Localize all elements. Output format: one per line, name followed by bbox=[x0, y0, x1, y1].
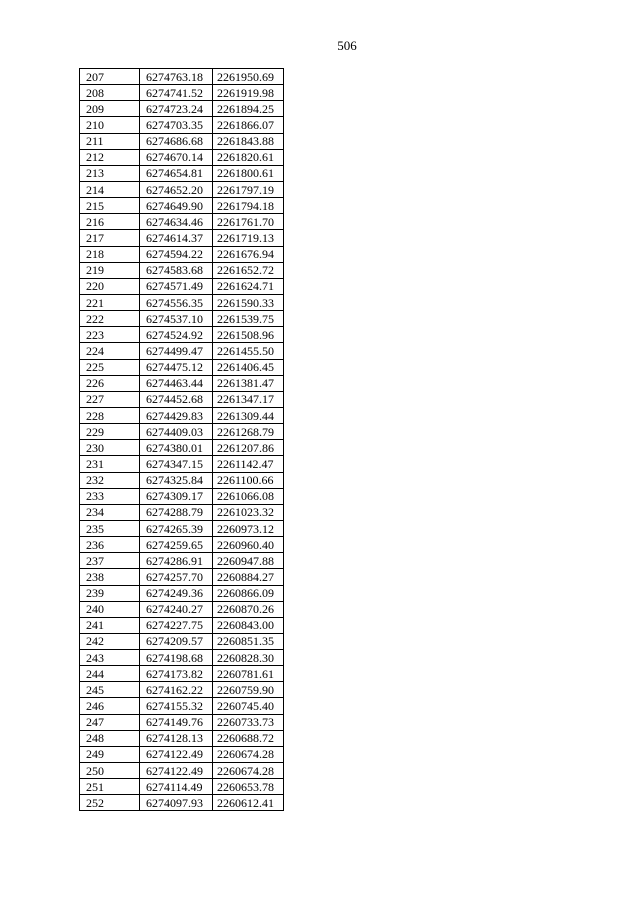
point-number-cell: 225 bbox=[80, 359, 140, 375]
table-row bbox=[80, 246, 284, 262]
y-coordinate-cell: 2261590.33 bbox=[213, 294, 284, 310]
x-coordinate-cell: 6274763.18 bbox=[140, 69, 213, 85]
point-number-cell: 236 bbox=[80, 537, 140, 553]
x-coordinate-cell: 6274240.27 bbox=[140, 601, 213, 617]
y-coordinate-cell: 2260851.35 bbox=[213, 633, 284, 649]
x-coordinate-cell: 6274654.81 bbox=[140, 165, 213, 181]
table-row bbox=[80, 601, 284, 617]
table-row bbox=[80, 537, 284, 553]
table-row bbox=[80, 795, 284, 811]
y-coordinate-cell: 2261023.32 bbox=[213, 504, 284, 520]
table-row bbox=[80, 294, 284, 310]
table-row bbox=[80, 779, 284, 795]
x-coordinate-cell: 6274265.39 bbox=[140, 520, 213, 536]
table-row bbox=[80, 133, 284, 149]
x-coordinate-cell: 6274537.10 bbox=[140, 311, 213, 327]
point-number-cell: 243 bbox=[80, 650, 140, 666]
y-coordinate-cell: 2261381.47 bbox=[213, 375, 284, 391]
point-number-cell: 215 bbox=[80, 198, 140, 214]
x-coordinate-cell: 6274173.82 bbox=[140, 666, 213, 682]
point-number-cell: 211 bbox=[80, 133, 140, 149]
x-coordinate-cell: 6274162.22 bbox=[140, 682, 213, 698]
point-number-cell: 224 bbox=[80, 343, 140, 359]
x-coordinate-cell: 6274741.52 bbox=[140, 85, 213, 101]
table-row bbox=[80, 472, 284, 488]
y-coordinate-cell: 2260759.90 bbox=[213, 682, 284, 698]
point-number-cell: 212 bbox=[80, 149, 140, 165]
point-number-cell: 220 bbox=[80, 278, 140, 294]
point-number-cell: 223 bbox=[80, 327, 140, 343]
coordinates-table-body bbox=[80, 69, 284, 811]
y-coordinate-cell: 2261207.86 bbox=[213, 440, 284, 456]
point-number-cell: 234 bbox=[80, 504, 140, 520]
x-coordinate-cell: 6274524.92 bbox=[140, 327, 213, 343]
point-number-cell: 228 bbox=[80, 407, 140, 423]
point-number-cell: 246 bbox=[80, 698, 140, 714]
x-coordinate-cell: 6274556.35 bbox=[140, 294, 213, 310]
y-coordinate-cell: 2261624.71 bbox=[213, 278, 284, 294]
x-coordinate-cell: 6274429.83 bbox=[140, 407, 213, 423]
y-coordinate-cell: 2261406.45 bbox=[213, 359, 284, 375]
table-row bbox=[80, 714, 284, 730]
x-coordinate-cell: 6274380.01 bbox=[140, 440, 213, 456]
point-number-cell: 241 bbox=[80, 617, 140, 633]
point-number-cell: 248 bbox=[80, 730, 140, 746]
point-number-cell: 230 bbox=[80, 440, 140, 456]
point-number-cell: 249 bbox=[80, 746, 140, 762]
coordinates-table bbox=[79, 68, 284, 811]
x-coordinate-cell: 6274227.75 bbox=[140, 617, 213, 633]
x-coordinate-cell: 6274594.22 bbox=[140, 246, 213, 262]
point-number-cell: 235 bbox=[80, 520, 140, 536]
y-coordinate-cell: 2260653.78 bbox=[213, 779, 284, 795]
x-coordinate-cell: 6274128.13 bbox=[140, 730, 213, 746]
x-coordinate-cell: 6274347.15 bbox=[140, 456, 213, 472]
point-number-cell: 233 bbox=[80, 488, 140, 504]
table-row bbox=[80, 262, 284, 278]
table-row bbox=[80, 440, 284, 456]
point-number-cell: 242 bbox=[80, 633, 140, 649]
y-coordinate-cell: 2261268.79 bbox=[213, 424, 284, 440]
point-number-cell: 251 bbox=[80, 779, 140, 795]
table-row bbox=[80, 666, 284, 682]
x-coordinate-cell: 6274198.68 bbox=[140, 650, 213, 666]
table-row bbox=[80, 650, 284, 666]
point-number-cell: 208 bbox=[80, 85, 140, 101]
table-row bbox=[80, 504, 284, 520]
point-number-cell: 244 bbox=[80, 666, 140, 682]
y-coordinate-cell: 2261800.61 bbox=[213, 165, 284, 181]
y-coordinate-cell: 2261919.98 bbox=[213, 85, 284, 101]
point-number-cell: 221 bbox=[80, 294, 140, 310]
y-coordinate-cell: 2261797.19 bbox=[213, 181, 284, 197]
table-row bbox=[80, 101, 284, 117]
table-row bbox=[80, 682, 284, 698]
y-coordinate-cell: 2261866.07 bbox=[213, 117, 284, 133]
point-number-cell: 247 bbox=[80, 714, 140, 730]
y-coordinate-cell: 2261100.66 bbox=[213, 472, 284, 488]
table-row bbox=[80, 698, 284, 714]
point-number-cell: 219 bbox=[80, 262, 140, 278]
x-coordinate-cell: 6274249.36 bbox=[140, 585, 213, 601]
table-row bbox=[80, 311, 284, 327]
x-coordinate-cell: 6274097.93 bbox=[140, 795, 213, 811]
x-coordinate-cell: 6274122.49 bbox=[140, 763, 213, 779]
page-number: 506 bbox=[337, 38, 357, 53]
point-number-cell: 250 bbox=[80, 763, 140, 779]
table-row bbox=[80, 165, 284, 181]
y-coordinate-cell: 2261843.88 bbox=[213, 133, 284, 149]
x-coordinate-cell: 6274703.35 bbox=[140, 117, 213, 133]
table-row bbox=[80, 585, 284, 601]
table-row bbox=[80, 375, 284, 391]
table-row bbox=[80, 117, 284, 133]
point-number-cell: 217 bbox=[80, 230, 140, 246]
table-row bbox=[80, 85, 284, 101]
point-number-cell: 227 bbox=[80, 391, 140, 407]
table-row bbox=[80, 633, 284, 649]
point-number-cell: 232 bbox=[80, 472, 140, 488]
table-row bbox=[80, 343, 284, 359]
point-number-cell: 209 bbox=[80, 101, 140, 117]
x-coordinate-cell: 6274309.17 bbox=[140, 488, 213, 504]
table-row bbox=[80, 763, 284, 779]
x-coordinate-cell: 6274475.12 bbox=[140, 359, 213, 375]
table-row bbox=[80, 424, 284, 440]
y-coordinate-cell: 2261455.50 bbox=[213, 343, 284, 359]
point-number-cell: 207 bbox=[80, 69, 140, 85]
y-coordinate-cell: 2261347.17 bbox=[213, 391, 284, 407]
table-row bbox=[80, 730, 284, 746]
y-coordinate-cell: 2260674.28 bbox=[213, 763, 284, 779]
table-row bbox=[80, 746, 284, 762]
x-coordinate-cell: 6274583.68 bbox=[140, 262, 213, 278]
x-coordinate-cell: 6274149.76 bbox=[140, 714, 213, 730]
y-coordinate-cell: 2260745.40 bbox=[213, 698, 284, 714]
point-number-cell: 216 bbox=[80, 214, 140, 230]
y-coordinate-cell: 2260828.30 bbox=[213, 650, 284, 666]
x-coordinate-cell: 6274614.37 bbox=[140, 230, 213, 246]
x-coordinate-cell: 6274686.68 bbox=[140, 133, 213, 149]
point-number-cell: 245 bbox=[80, 682, 140, 698]
x-coordinate-cell: 6274286.91 bbox=[140, 553, 213, 569]
y-coordinate-cell: 2261950.69 bbox=[213, 69, 284, 85]
y-coordinate-cell: 2261719.13 bbox=[213, 230, 284, 246]
table-row bbox=[80, 69, 284, 85]
y-coordinate-cell: 2260733.73 bbox=[213, 714, 284, 730]
x-coordinate-cell: 6274209.57 bbox=[140, 633, 213, 649]
y-coordinate-cell: 2261066.08 bbox=[213, 488, 284, 504]
x-coordinate-cell: 6274409.03 bbox=[140, 424, 213, 440]
table-row bbox=[80, 456, 284, 472]
point-number-cell: 229 bbox=[80, 424, 140, 440]
table-row bbox=[80, 327, 284, 343]
y-coordinate-cell: 2260781.61 bbox=[213, 666, 284, 682]
x-coordinate-cell: 6274634.46 bbox=[140, 214, 213, 230]
y-coordinate-cell: 2261652.72 bbox=[213, 262, 284, 278]
x-coordinate-cell: 6274114.49 bbox=[140, 779, 213, 795]
point-number-cell: 238 bbox=[80, 569, 140, 585]
x-coordinate-cell: 6274723.24 bbox=[140, 101, 213, 117]
table-row bbox=[80, 391, 284, 407]
table-row bbox=[80, 359, 284, 375]
y-coordinate-cell: 2261761.70 bbox=[213, 214, 284, 230]
point-number-cell: 222 bbox=[80, 311, 140, 327]
y-coordinate-cell: 2260688.72 bbox=[213, 730, 284, 746]
y-coordinate-cell: 2261508.96 bbox=[213, 327, 284, 343]
table-row bbox=[80, 520, 284, 536]
x-coordinate-cell: 6274155.32 bbox=[140, 698, 213, 714]
table-row bbox=[80, 553, 284, 569]
x-coordinate-cell: 6274463.44 bbox=[140, 375, 213, 391]
table-row bbox=[80, 230, 284, 246]
table-row bbox=[80, 488, 284, 504]
y-coordinate-cell: 2261894.25 bbox=[213, 101, 284, 117]
y-coordinate-cell: 2261142.47 bbox=[213, 456, 284, 472]
x-coordinate-cell: 6274288.79 bbox=[140, 504, 213, 520]
y-coordinate-cell: 2260960.40 bbox=[213, 537, 284, 553]
point-number-cell: 231 bbox=[80, 456, 140, 472]
x-coordinate-cell: 6274122.49 bbox=[140, 746, 213, 762]
point-number-cell: 237 bbox=[80, 553, 140, 569]
y-coordinate-cell: 2261794.18 bbox=[213, 198, 284, 214]
y-coordinate-cell: 2261676.94 bbox=[213, 246, 284, 262]
y-coordinate-cell: 2260612.41 bbox=[213, 795, 284, 811]
table-row bbox=[80, 181, 284, 197]
x-coordinate-cell: 6274325.84 bbox=[140, 472, 213, 488]
y-coordinate-cell: 2261539.75 bbox=[213, 311, 284, 327]
table-row bbox=[80, 214, 284, 230]
y-coordinate-cell: 2261820.61 bbox=[213, 149, 284, 165]
table-row bbox=[80, 407, 284, 423]
point-number-cell: 214 bbox=[80, 181, 140, 197]
y-coordinate-cell: 2260843.00 bbox=[213, 617, 284, 633]
point-number-cell: 226 bbox=[80, 375, 140, 391]
y-coordinate-cell: 2260884.27 bbox=[213, 569, 284, 585]
x-coordinate-cell: 6274257.70 bbox=[140, 569, 213, 585]
x-coordinate-cell: 6274652.20 bbox=[140, 181, 213, 197]
x-coordinate-cell: 6274649.90 bbox=[140, 198, 213, 214]
x-coordinate-cell: 6274499.47 bbox=[140, 343, 213, 359]
y-coordinate-cell: 2260947.88 bbox=[213, 553, 284, 569]
table-row bbox=[80, 278, 284, 294]
table-row bbox=[80, 569, 284, 585]
x-coordinate-cell: 6274259.65 bbox=[140, 537, 213, 553]
y-coordinate-cell: 2260866.09 bbox=[213, 585, 284, 601]
y-coordinate-cell: 2261309.44 bbox=[213, 407, 284, 423]
point-number-cell: 240 bbox=[80, 601, 140, 617]
point-number-cell: 252 bbox=[80, 795, 140, 811]
y-coordinate-cell: 2260973.12 bbox=[213, 520, 284, 536]
x-coordinate-cell: 6274571.49 bbox=[140, 278, 213, 294]
point-number-cell: 218 bbox=[80, 246, 140, 262]
y-coordinate-cell: 2260870.26 bbox=[213, 601, 284, 617]
table-row bbox=[80, 149, 284, 165]
point-number-cell: 210 bbox=[80, 117, 140, 133]
point-number-cell: 213 bbox=[80, 165, 140, 181]
x-coordinate-cell: 6274670.14 bbox=[140, 149, 213, 165]
y-coordinate-cell: 2260674.28 bbox=[213, 746, 284, 762]
x-coordinate-cell: 6274452.68 bbox=[140, 391, 213, 407]
table-row bbox=[80, 198, 284, 214]
table-row bbox=[80, 617, 284, 633]
point-number-cell: 239 bbox=[80, 585, 140, 601]
